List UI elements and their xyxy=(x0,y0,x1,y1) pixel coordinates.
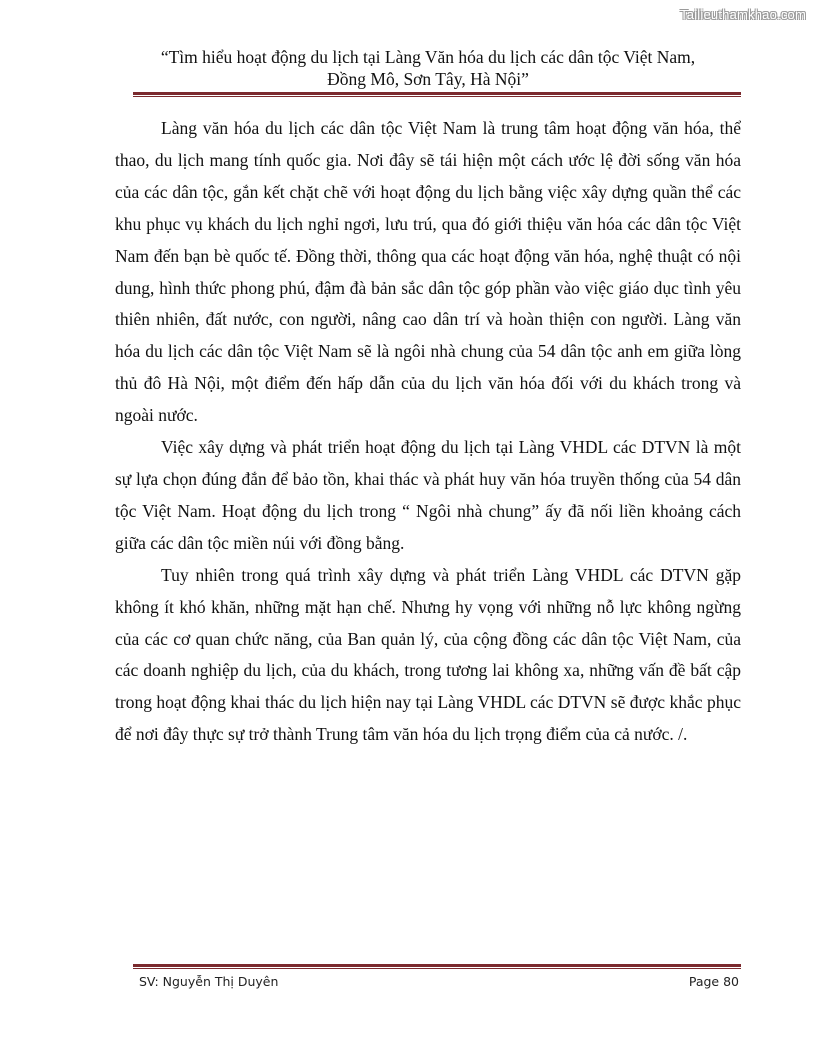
footer-student-name: SV: Nguyễn Thị Duyên xyxy=(139,974,279,989)
paragraph: Việc xây dựng và phát triển hoạt động du lịch tại Làng VHDL các DTVN là một sự lựa chọn đúng đắn để bảo tồn, khai thác và phát huy văn hóa truyền thống của 54 dân tộc Việt Nam. Hoạt động du lịch trong “ Ngôi nhà chung” ấy đã nối liền khoảng cách giữa các dân tộc miền núi với đồng bằng. xyxy=(115,437,741,553)
page-header xyxy=(115,46,741,90)
header-title-line-2: Đồng Mô, Sơn Tây, Hà Nội” xyxy=(327,69,529,89)
footer-divider xyxy=(133,964,741,969)
watermark: Tailieuthamkhao.com xyxy=(680,7,806,22)
header-title-line-1: “Tìm hiểu hoạt động du lịch tại Làng Văn hóa du lịch các dân tộc Việt Nam, xyxy=(160,47,696,67)
page-number: Page 80 xyxy=(688,974,739,989)
paragraph: Làng văn hóa du lịch các dân tộc Việt Nam là trung tâm hoạt động văn hóa, thể thao, du lịch mang tính quốc gia. Nơi đây sẽ tái hiện một cách ước lệ đời sống văn hóa của các dân tộc, gắn kết chặt chẽ với hoạt động du lịch bằng việc xây dựng quần thể các khu phục vụ khách du lịch nghỉ ngơi, lưu trú, qua đó giới thiệu văn hóa các dân tộc Việt Nam đến bạn bè quốc tế. Đồng thời, thông qua các hoạt động văn hóa, nghệ thuật có nội dung, hình thức phong phú, đậm đà bản sắc dân tộc góp phần vào việc giáo dục tình yêu thiên nhiên, đất nước, con người, nâng cao dân trí và hoàn thiện con người. Làng văn hóa du lịch các dân tộc Việt Nam sẽ là ngôi nhà chung của 54 dân tộc anh em giữa lòng thủ đô Hà Nội, một điểm đến hấp dẫn của du lịch văn hóa đối với du khách trong và ngoài nước. xyxy=(115,118,741,426)
paragraph: Tuy nhiên trong quá trình xây dựng và phát triển Làng VHDL các DTVN gặp không ít khó khăn, những mặt hạn chế. Nhưng hy vọng với những nỗ lực không ngừng của các cơ quan chức năng, của Ban quản lý, của cộng đồng các dân tộc Việt Nam, của các doanh nghiệp du lịch, của du khách, trong tương lai không xa, những vấn đề bất cập trong hoạt động khai thác du lịch hiện nay tại Làng VHDL các DTVN sẽ được khắc phục để nơi đây thực sự trở thành Trung tâm văn hóa du lịch trọng điểm của cả nước. /. xyxy=(115,564,741,745)
header-divider xyxy=(133,92,741,97)
document-body xyxy=(115,113,741,751)
